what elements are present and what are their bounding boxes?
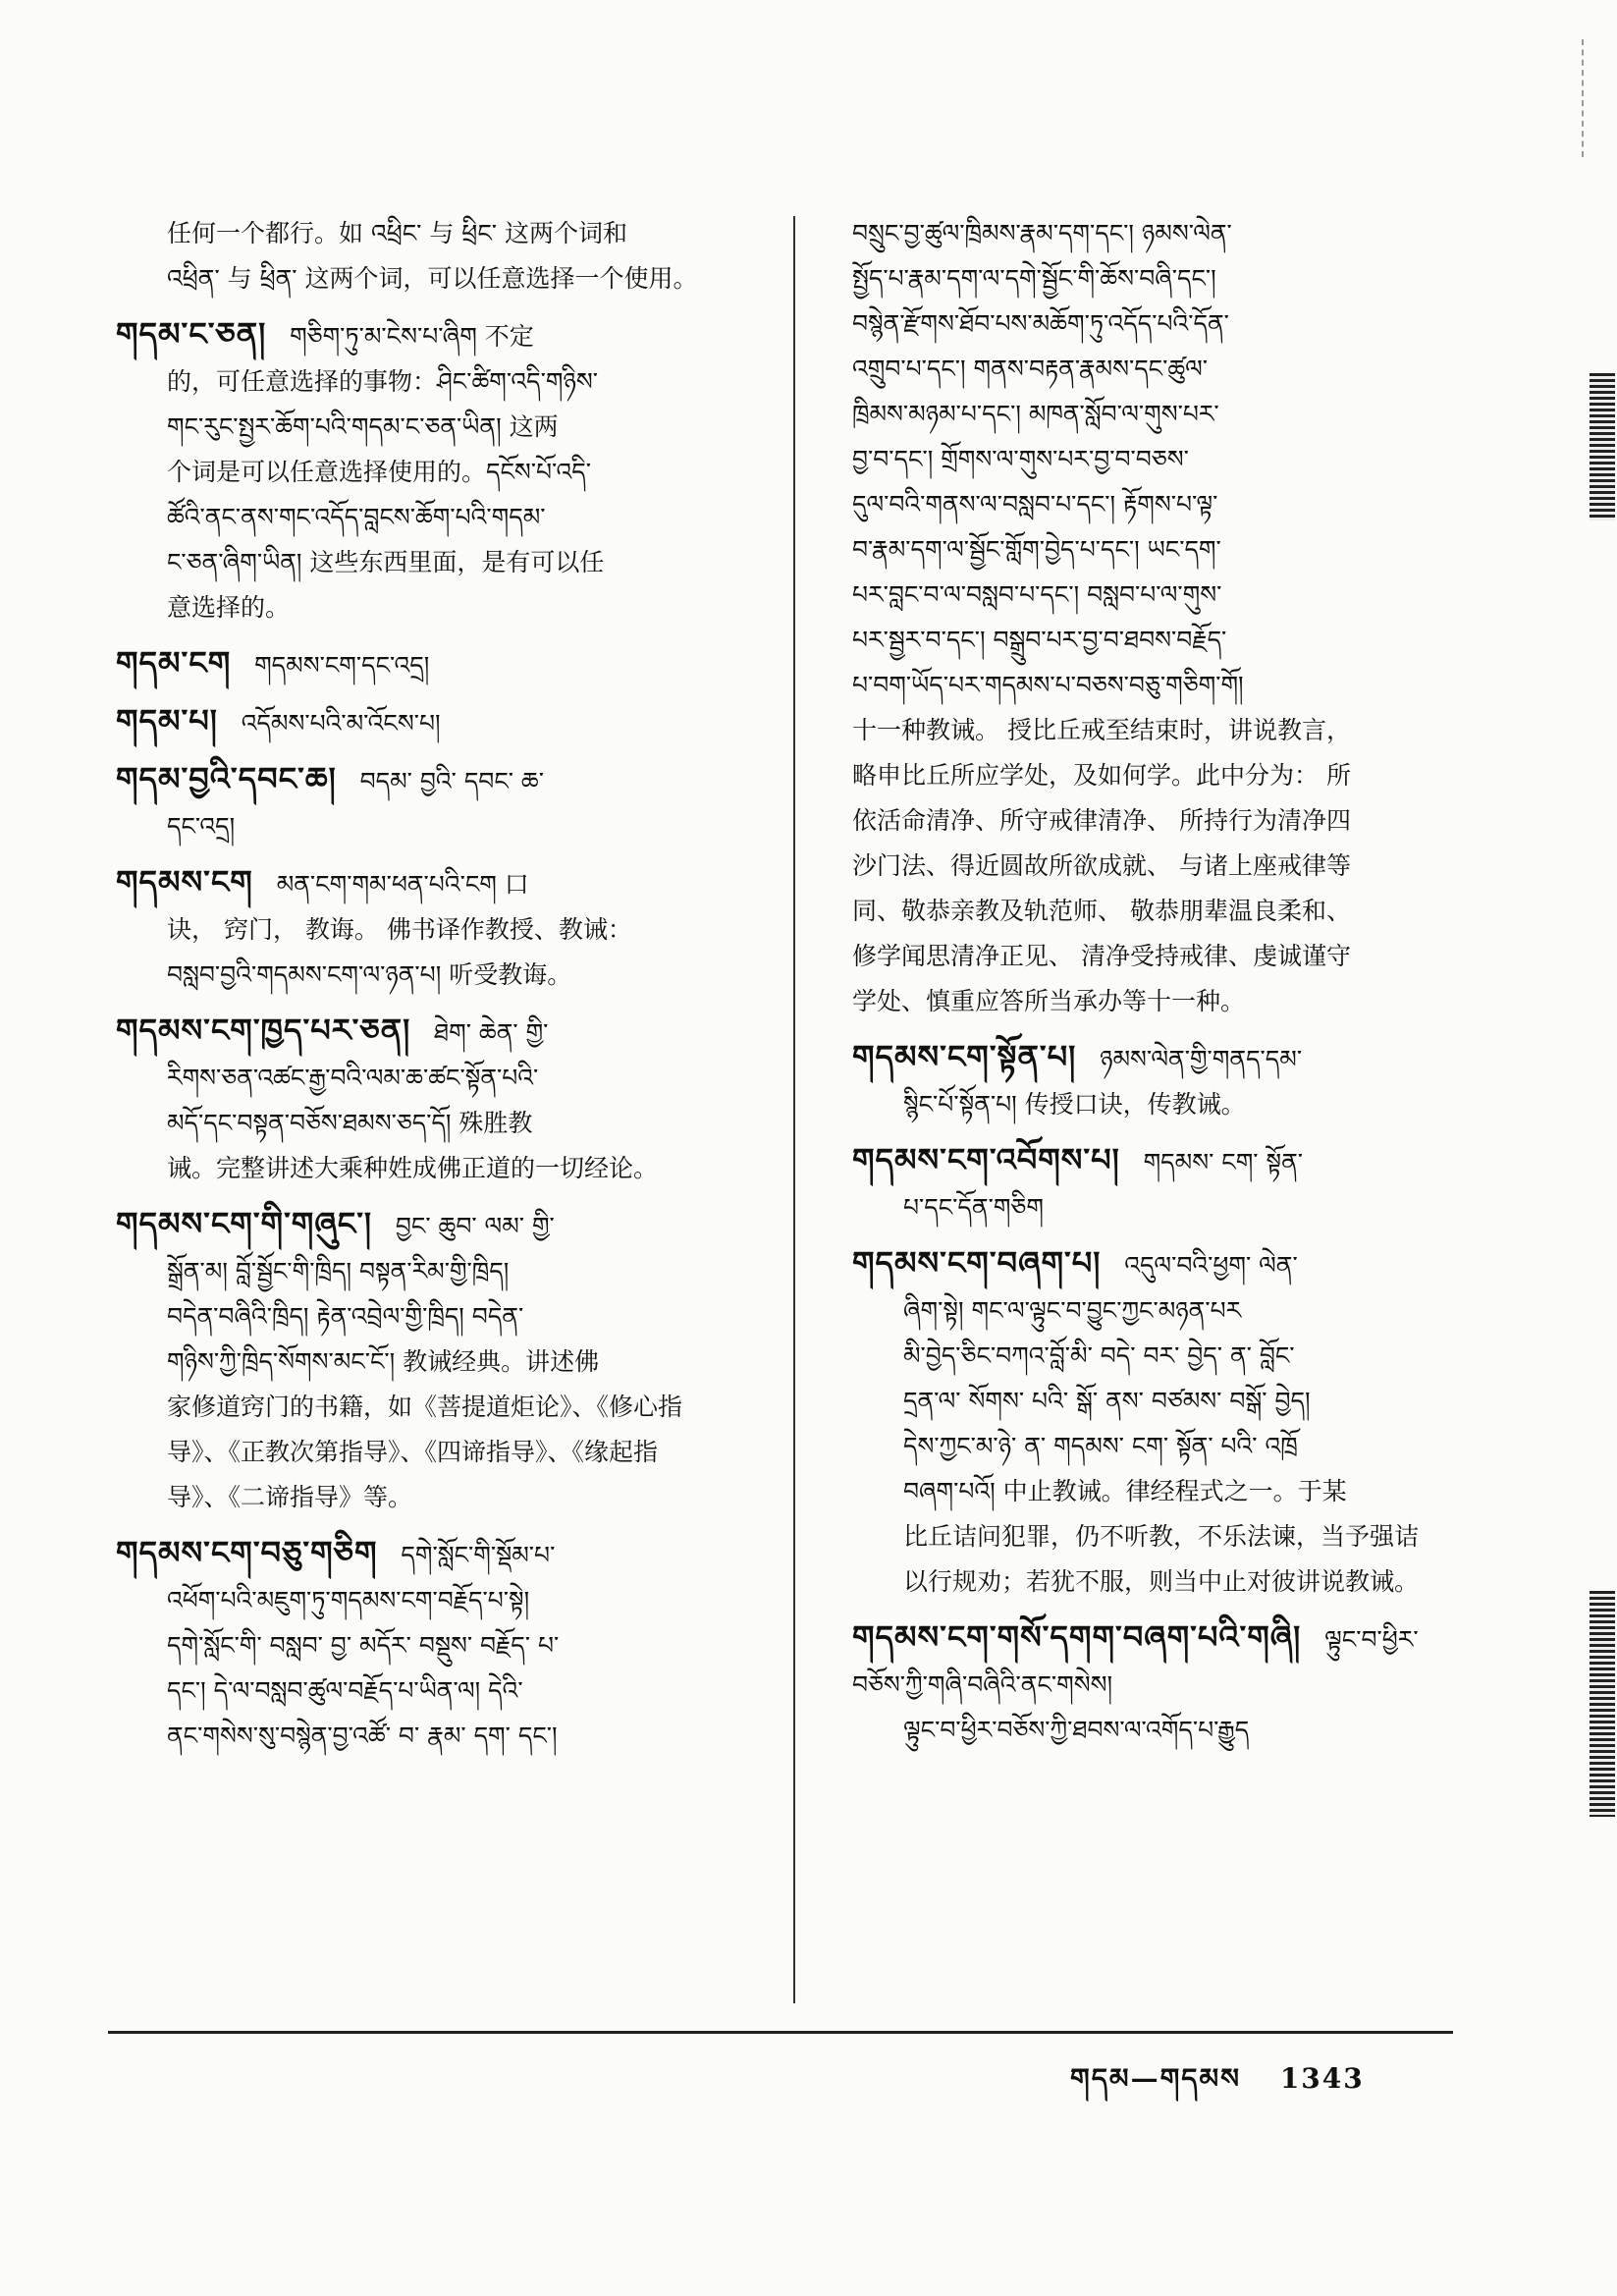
entry-line: ནང་གསེས་སུ་བསྙེན་བྱ་འཚོ་ བ་ རྣམ་ དག་ དང་། — [167, 1722, 558, 1750]
entry-headword: གདམས་ངག་བཞག་པ། — [852, 1244, 1102, 1282]
entry-headword: གདམ་ང་ཅན། — [116, 315, 267, 353]
margin-scan-bar — [1590, 373, 1615, 520]
entry-line: སྒྲོན་མ། བློ་སྦྱོང་གི་ཁྲིད། བསྟན་རིམ་གྱི་ཁྲིད། — [167, 1257, 510, 1285]
entry-line: 家修道窍门的书籍，如《菩提道炬论》、《修心指 — [167, 1393, 683, 1421]
page-range: གདམ—གདམས — [1070, 2062, 1242, 2095]
dictionary-entry — [116, 311, 764, 630]
entry-first-line — [852, 1034, 1471, 1082]
page-number: 1343 — [1279, 2062, 1365, 2095]
entry-text: ལྟུང་བ་ཕྱིར་བཅོས་ཀྱི་གཞི་བཞིའི་ནང་གསེས། — [852, 1625, 1419, 1699]
entry-line: 同、敬恭亲教及轨范师、 敬恭朋辈温良柔和、 — [852, 897, 1351, 925]
entry-line: བསྙེན་རྫོགས་ཐོབ་པས་མཆོག་ཏུ་འདོད་པའི་དོན་ — [852, 309, 1229, 338]
entry-headword: གདམས་ངག་གི་གཞུང་། — [116, 1205, 373, 1242]
entry-line: བཞག་པའོ། 中止教诫。律经程式之一。于某 — [903, 1477, 1347, 1505]
entry-headword: གདམས་ངག་གསོ་དགག་བཞག་པའི་གཞི། — [852, 1618, 1302, 1656]
dictionary-entry — [852, 1614, 1471, 1753]
entry-line: པར་བླང་བ་ལ་བསླབ་པ་དང་། བསླབ་པ་ལ་གུས་ — [852, 580, 1222, 609]
entry-line: ང་ཅན་ཞིག་ཡིན། 这些东西里面，是有可以任 — [167, 548, 605, 576]
dictionary-entry — [852, 1034, 1471, 1127]
entry-first-line — [116, 859, 764, 907]
entry-line: དེས་ཀྱང་མ་ཉེ་ ན་ གདམས་ ངག་ སྟོན་ པའི་ འཁྲོ — [903, 1432, 1298, 1460]
entry-line: 的，可任意选择的事物：ཤིང་ཚིག་འདི་གཉིས་ — [167, 367, 598, 396]
entry-line: 导》、《二谛指导》等。 — [167, 1483, 413, 1511]
left-column — [116, 211, 764, 1769]
right-column — [852, 211, 1471, 1763]
entry-first-line — [852, 1137, 1471, 1185]
entry-line: དང་འདྲ། — [167, 812, 236, 841]
entry-headword: གདམས་ངག་བཅུ་གཅིག — [116, 1534, 378, 1571]
entry-line: བསླབ་བྱའི་གདམས་ངག་ལ་ཉན་པ། 听受教诲。 — [167, 960, 572, 989]
entry-first-line — [116, 1008, 764, 1056]
entry-first-line — [116, 698, 764, 746]
entry-headword: གདམས་ངག་ཁྱད་པར་ཅན། — [116, 1011, 411, 1049]
entry-line: ཚོའི་ནང་ནས་གང་འདོད་བླངས་ཆོག་པའི་གདམ་ — [167, 503, 546, 531]
entry-text: གདམས་ངག་དང་འདྲ། — [254, 651, 430, 680]
entry-first-line — [116, 756, 764, 804]
entry-line: 修学闻思清净正见、 清净受持戒律、虔诚谨守 — [852, 942, 1351, 970]
entry-text: དགེ་སློང་གི་སྡོམ་པ་ — [401, 1541, 556, 1569]
entry-line: གཉིས་ཀྱི་ཁྲིད་སོགས་མང་ངོ་། 教诫经典。讲述佛 — [167, 1347, 600, 1376]
dictionary-entry — [116, 1008, 764, 1191]
entry-headword: གདམ་བྱའི་དབང་ཆ། — [116, 760, 337, 797]
entry-line: 依活命清净、所守戒律清净、 所持行为清净四 — [852, 806, 1351, 835]
entry-line: པ་བག་ཡོད་པར་གདམས་པ་བཅས་བཅུ་གཅིག་གོ། — [852, 671, 1244, 699]
entry-text: འདོམས་པའི་མ་འོངས་པ། — [241, 709, 441, 738]
dictionary-entry — [116, 1201, 764, 1520]
entry-first-line — [116, 311, 764, 359]
entry-headword: གདམས་ངག་འབོགས་པ། — [852, 1141, 1120, 1178]
entry-line: ཁྲིམས་མཉམ་པ་དང་། མཁན་སློབ་ལ་གུས་པར་ — [852, 400, 1219, 428]
entry-line: 比丘诘问犯罪，仍不听教，不乐法谏，当予强诘 — [903, 1522, 1420, 1551]
entry-line: རིགས་ཅན་འཚང་རྒྱ་བའི་ལམ་ཆ་ཚང་སྟོན་པའི་ — [167, 1064, 539, 1092]
entry-line: སྙིང་པོ་སྟོན་པ། 传授口诀，传教诫。 — [903, 1090, 1246, 1119]
entry-first-line — [852, 1614, 1471, 1708]
entry-line: བསྲུང་བྱ་ཚུལ་ཁྲིམས་རྣམ་དག་དང་། ཉམས་ལེན་ — [852, 219, 1232, 247]
entry-text: མན་ངག་གམ་ཕན་པའི་ངག 口 — [276, 870, 529, 899]
page-footer — [1070, 2048, 1365, 2125]
entry-first-line — [116, 1530, 764, 1578]
entry-line: འཕྲིན་ 与 ཕྲིན་ 这两个词，可以任意选择一个使用。 — [167, 264, 698, 293]
entry-text: བདམ་ བྱའི་ དབང་ ཆ་ — [359, 767, 544, 795]
entry-line: དགེ་སློང་གི་ བསླབ་ བྱ་ མདོར་ བསྡུས་ བརྗོད་ པ་ — [167, 1631, 560, 1660]
entry-first-line — [852, 1240, 1471, 1288]
entry-line: སྤྱོད་པ་རྣམ་དག་ལ་དགེ་སྦྱོང་གི་ཆོས་བཞི་དང་། — [852, 264, 1216, 293]
entry-headword: གདམས་ངག — [116, 863, 253, 901]
entry-line: དུལ་བའི་གནས་ལ་བསླབ་པ་དང་། རྟོགས་པ་ལྟ་ — [852, 490, 1218, 519]
entry-line: དང་། དེ་ལ་བསླབ་ཚུལ་བརྗོད་པ་ཡིན་ལ། དེའི་ — [167, 1676, 523, 1705]
dictionary-entry — [116, 1530, 764, 1759]
dictionary-entry — [116, 698, 764, 746]
entry-headword: གདམས་ངག་སྟོན་པ། — [852, 1038, 1077, 1075]
dictionary-entry — [116, 859, 764, 998]
dictionary-entry — [852, 1137, 1471, 1230]
entry-line: 学处、慎重应答所当承办等十一种。 — [852, 987, 1246, 1015]
entry-line: འཕོག་པའི་མཇུག་ཏུ་གདམས་ངག་བརྗོད་པ་སྟེ། — [167, 1586, 530, 1614]
entry-line: ཞིག་སྟེ། གང་ལ་ལྟུང་བ་བྱུང་ཀྱང་མཉན་པར — [903, 1296, 1242, 1325]
entry-headword: གདམ་ངག — [116, 644, 232, 682]
entry-headword: གདམ་པ། — [116, 702, 218, 739]
entry-line: 以行规劝；若犹不服，则当中止对彼讲说教诫。 — [903, 1567, 1420, 1596]
entry-line: འགྲུབ་པ་དང་། གནས་བརྟན་རྣམས་དང་ཚུལ་ — [852, 355, 1209, 383]
entry-first-line — [116, 1201, 764, 1249]
entry-text: གདམས་ ངག་ སྟོན་ — [1143, 1148, 1304, 1176]
margin-marks — [1582, 39, 1613, 157]
dictionary-entry — [852, 211, 1471, 1024]
entry-line: བདེན་བཞིའི་ཁྲིད། རྟེན་འབྲེལ་གྱི་ཁྲིད། བདེན་ — [167, 1302, 524, 1331]
entry-line: 意选择的。 — [167, 593, 291, 622]
entry-line: 十一种教诫。 授比丘戒至结束时，讲说教言， — [852, 716, 1351, 744]
entry-line: མདོ་དང་བསྟན་བཅོས་ཐམས་ཅད་དོ། 殊胜教 — [167, 1109, 533, 1137]
column-divider — [793, 216, 795, 2003]
dictionary-entry — [116, 211, 764, 301]
entry-line: 略申比丘所应学处，及如何学。此中分为： 所 — [852, 761, 1351, 790]
margin-scan-bar — [1590, 1591, 1615, 1817]
entry-line: 诀， 窍门， 教诲。 佛书译作教授、教诫： — [167, 915, 632, 944]
entry-line: དྲན་ལ་ སོགས་ པའི་ སྒོ་ ནས་ བཙམས་ བསྒོ་ བྱེད། — [903, 1387, 1311, 1415]
entry-line: ལྟུང་བ་ཕྱིར་བཅོས་ཀྱི་ཐབས་ལ་འགོད་པ་རྒྱུད — [903, 1716, 1250, 1744]
entry-line: 任何一个都行。如 འཕྲིང་ 与 ཕྲིང་ 这两个词和 — [167, 219, 627, 247]
entry-text: ཉམས་ལེན་གྱི་གནད་དམ་ — [1100, 1045, 1303, 1073]
entry-line: མི་བྱེད་ཅིང་བཀའ་བློ་མི་ བདེ་ བར་ བྱེད་ ན་ བློང་ — [903, 1341, 1295, 1370]
entry-line: 沙门法、得近圆故所欲成就、 与诸上座戒律等 — [852, 851, 1351, 880]
entry-line: 导》、《正教次第指导》、《四谛指导》、《缘起指 — [167, 1438, 659, 1466]
entry-text: གཅིག་ཏུ་མ་ངེས་པ་ཞིག 不定 — [290, 322, 534, 351]
entry-line: 个词是可以任意选择使用的。དངོས་པོ་འདི་ — [167, 458, 592, 486]
entry-line: བྱ་བ་དང་། གྲོགས་ལ་གུས་པར་བྱ་བ་བཅས་ — [852, 445, 1189, 473]
entry-line: པ་དང་དོན་གཅིག — [903, 1193, 1044, 1222]
entry-text: འདུལ་བའི་ཕྱག་ ལེན་ — [1124, 1251, 1298, 1280]
footer-rule — [108, 2031, 1453, 2034]
entry-line: 诫。完整讲述大乘种姓成佛正道的一切经论。 — [167, 1154, 659, 1182]
dictionary-entry — [116, 640, 764, 688]
entry-first-line — [116, 640, 764, 688]
dictionary-entry — [852, 1240, 1471, 1605]
entry-line: བ་རྣམ་དག་ལ་སྦྱོང་གློག་བྱེད་པ་དང་། ཡང་དག་ — [852, 535, 1221, 564]
dictionary-entry — [116, 756, 764, 849]
entry-text: བྱང་ ཆུབ་ ལམ་ གྱི་ — [395, 1212, 555, 1240]
entry-text: ཐེག་ ཆེན་ གྱི་ — [434, 1018, 549, 1047]
entry-line: པར་སྦྱར་བ་དང་། བསྒྲུབ་པར་བྱ་བ་ཐབས་བརྗོད་ — [852, 626, 1227, 654]
entry-line: གང་རུང་སྤྱར་ཆོག་པའི་གདམ་ང་ཅན་ཡིན། 这两 — [167, 412, 559, 441]
